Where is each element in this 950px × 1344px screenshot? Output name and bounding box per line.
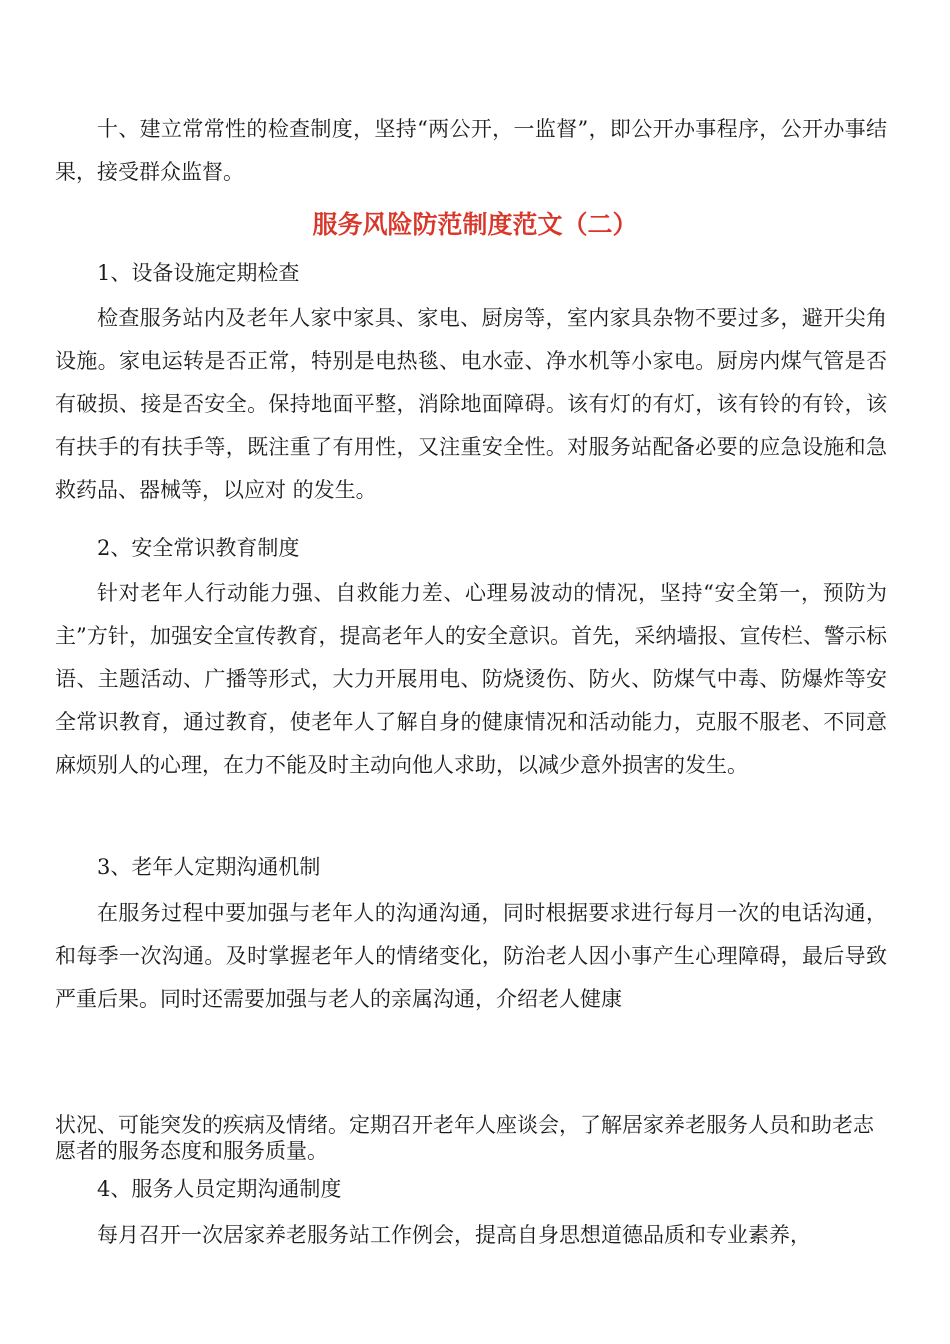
section-2-heading: 2、安全常识教育制度	[97, 536, 300, 560]
section-3-heading: 3、老年人定期沟通机制	[97, 855, 321, 879]
section-3-continuation: 状况、可能突发的疾病及情绪。定期召开老年人座谈会，了解居家养老服务人员和助老志愿者的服务态度和服务质量。	[55, 1113, 874, 1163]
section-3-body: 在服务过程中要加强与老年人的沟通沟通，同时根据要求进行每月一次的电话沟通，和每季一次沟通。及时掌握老年人的情绪变化，防治老人因小事产生心理障碍，最后导致严重后果。同时还需要加强与老人的亲属沟通，介绍老人健康	[55, 901, 887, 1011]
intro-paragraph: 十、建立常常性的检查制度，坚持“两公开，一监督”，即公开办事程序，公开办事结果，接受群众监督。	[55, 117, 887, 184]
section-4-body: 每月召开一次居家养老服务站工作例会，提高自身思想道德品质和专业素养，	[97, 1223, 811, 1247]
document-title: 服务风险防范制度范文（二）	[312, 210, 638, 239]
section-4-heading: 4、服务人员定期沟通制度	[97, 1177, 342, 1201]
section-2-body: 针对老年人行动能力强、自救能力差、心理易波动的情况，坚持“安全第一，预防为主”方针，加强安全宣传教育，提高老年人的安全意识。首先，采纳墙报、宣传栏、警示标语、主题活动、广播等形式，大力开展用电、防烧烫伤、防火、防煤气中毒、防爆炸等安全常识教育，通过教育，使老年人了解自身的健康情况和活动能力，克服不服老、不同意麻烦别人的心理，在力不能及时主动向他人求助，以减少意外损害的发生。	[55, 581, 887, 777]
section-1-body: 检查服务站内及老年人家中家具、家电、厨房等，室内家具杂物不要过多，避开尖角设施。家电运转是否正常，特别是电热毯、电水壶、净水机等小家电。厨房内煤气管是否有破损、接是否安全。保持地面平整，消除地面障碍。该有灯的有灯，该有铃的有铃，该有扶手的有扶手等，既注重了有用性，又注重安全性。对服务站配备必要的应急设施和急救药品、器械等，以应对 的发生。	[55, 306, 887, 502]
section-1-heading: 1、设备设施定期检查	[97, 261, 300, 285]
